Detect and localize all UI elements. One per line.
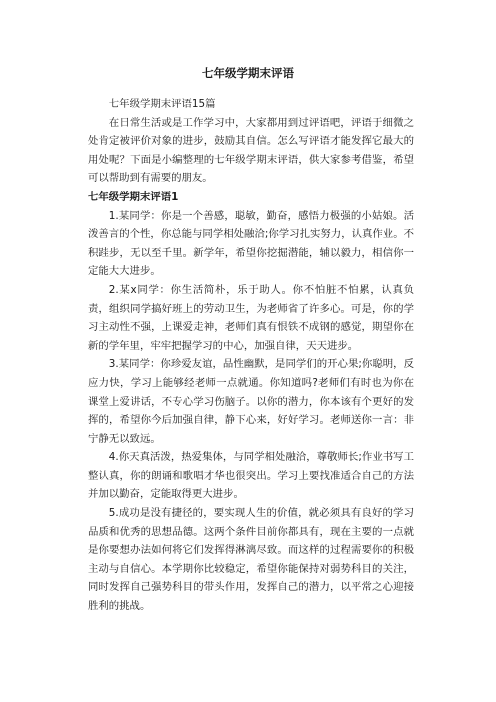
document-subtitle: 七年级学期末评语15篇: [108, 98, 216, 110]
comment-paragraph-4: 4.你天真活泼，热爱集体，与同学相处融洽，尊敬师长;作业书写工整认真，你的朗诵和歌唱才华也很突出。学习上要找准适合自己的方法并加以勤奋，定能取得更大进步。: [88, 451, 414, 501]
section-heading: 七年级学期末评语1: [88, 190, 179, 203]
comment-paragraph-5: 5.成功是没有捷径的，要实现人生的价值，就必须具有良好的学习品质和优秀的思想品德。这两个条件目前你都具有，现在主要的一点就是你要想办法如何将它们发挥得淋漓尽致。而这样的过程需要你的积极主动与自信心。本学期你比较稳定，希望你能保持对弱势科目的关注，同时发挥自己强势科目的带头作用，发挥自己的潜力，以平常之心迎接胜利的挑战。: [88, 507, 414, 613]
comment-paragraph-2: 2.某x同学：你生活简朴，乐于助人。你不怕脏不怕累，认真负责，组织同学搞好班上的劳动卫生，为老师省了许多心。可是，你的学习主动性不强，上课爱走神，老师们真有恨铁不成钢的感觉，期望你在新的学年里，牢牢把握学习的中心，加强自律，天天进步。: [88, 283, 414, 352]
comment-paragraph-1: 1.某同学：你是一个善感，聪敏，勤奋，感悟力极强的小姑娘。活泼善言的个性，你总能与同学相处融洽;你学习扎实努力，认真作业。不积跬步，无以至千里。新学年，希望你挖掘潜能，辅以毅力，相信你一定能大大进步。: [88, 209, 414, 278]
document-title: 七年级学期末评语: [202, 66, 294, 80]
document-body: [88, 95, 414, 616]
intro-paragraph: 在日常生活或是工作学习中，大家都用到过评语吧，评语于细微之处肯定被评价对象的进步，鼓励其自信。怎么写评语才能发挥它最大的用处呢？下面是小编整理的七年级学期末评语，供大家参考借鉴，希望可以帮助到有需要的朋友。: [88, 116, 414, 185]
comment-paragraph-3: 3.某同学：你珍爱友谊，品性幽默，是同学们的开心果;你聪明，反应力快，学习上能够经老师一点就通。你知道吗?老师们有时也为你在课堂上爱讲话，不专心学习伤脑子。以你的潜力，你本该有个更好的发挥的，希望你今后加强自律，静下心来，好好学习。老师送你一言：非宁静无以致远。: [88, 358, 414, 445]
